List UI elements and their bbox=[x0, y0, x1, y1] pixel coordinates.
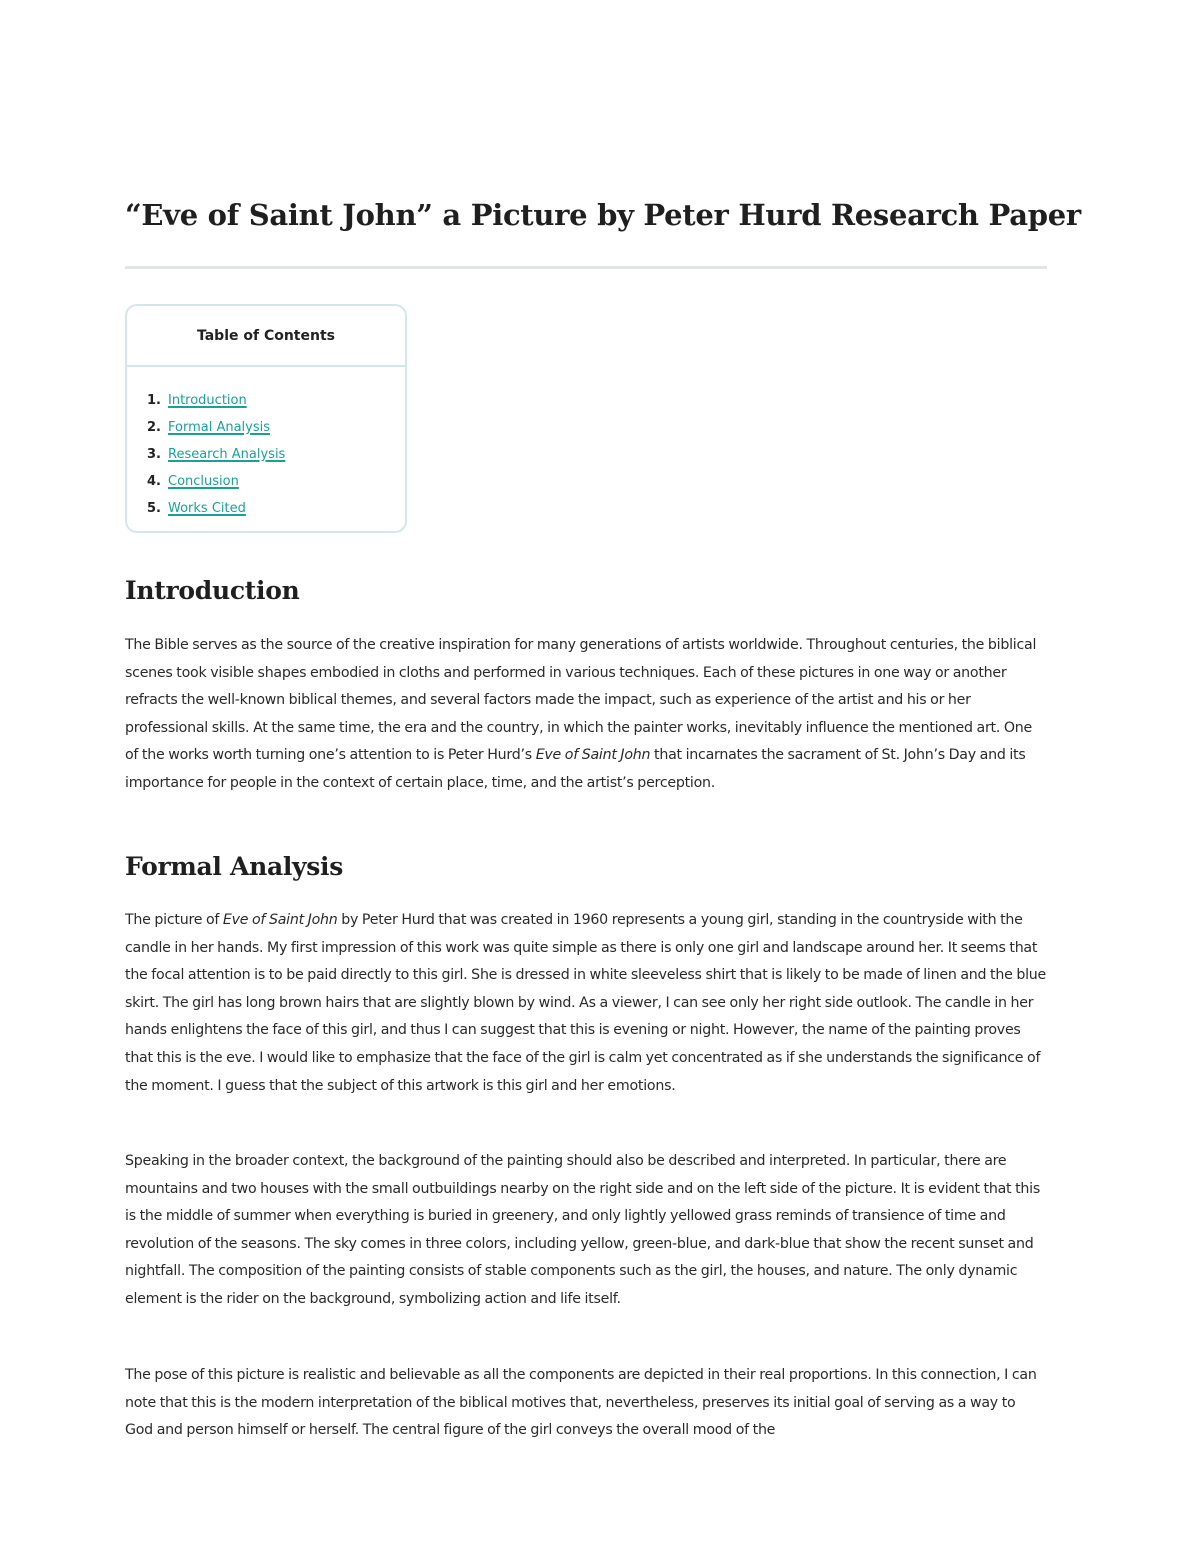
toc-item bbox=[147, 468, 405, 495]
page-title: “Eve of Saint John” a Picture by Peter Hurd Research Paper bbox=[125, 198, 1081, 232]
toc-item-number: 5. bbox=[147, 501, 161, 516]
paragraph-text: The Bible serves as the source of the creative inspiration for many generations of artists worldwide. Throughout centuries, the biblical scenes took visible shapes embodied in cloths and performed in various techniques. Each of these pictures in one way or another refracts the well-known biblical themes, and several factors made the impact, such as experience of the artist and his or her professional skills. At the same time, the era and the country, in which the painter works, inevitably influence the mentioned art. One of the works worth turning one’s attention to is Peter Hurd’s bbox=[125, 637, 1037, 764]
title-divider bbox=[125, 266, 1047, 269]
artwork-title-italic: Eve of Saint John bbox=[222, 912, 338, 928]
formal-analysis-paragraph-2: Speaking in the broader context, the background of the painting should also be described and interpreted. In particular, there are mountains and two houses with the small outbuildings nearby on the right side and on the left side of the picture. It is evident that this is the middle of summer when everything is buried in greenery, and only lightly yellowed grass reminds of transience of time and revolution of the seasons. The sky comes in three colors, including yellow, green-blue, and dark-blue that show the recent sunset and nightfall. The composition of the painting consists of stable components such as the girl, the houses, and nature. The only dynamic element is the rider on the background, symbolizing action and life itself. bbox=[125, 1153, 1041, 1307]
toc-item bbox=[147, 495, 405, 522]
table-of-contents bbox=[125, 304, 407, 533]
toc-heading: Table of Contents bbox=[127, 306, 405, 367]
toc-item-number: 2. bbox=[147, 420, 161, 435]
section-heading-introduction: Introduction bbox=[125, 576, 300, 605]
formal-analysis-paragraph-3: The pose of this picture is realistic and believable as all the components are depicted in their real proportions. In this connection, I can note that this is the modern interpretation of the biblical motives that, nevertheless, preserves its initial goal of serving as a way to God and person himself or herself. The central figure of the girl conveys the overall mood of the bbox=[125, 1367, 1037, 1439]
toc-item-number: 1. bbox=[147, 393, 161, 408]
artwork-title-italic: Eve of Saint John bbox=[535, 747, 651, 764]
toc-link-formal-analysis[interactable]: Formal Analysis bbox=[168, 420, 271, 435]
toc-item bbox=[147, 441, 405, 468]
paragraph-text: that incarnates the sacrament of St. John’s Day and its importance for people in the context of certain place, time, and the artist’s perception. bbox=[125, 747, 1026, 791]
toc-link-works-cited[interactable]: Works Cited bbox=[168, 501, 246, 516]
toc-item bbox=[147, 414, 405, 441]
toc-item bbox=[147, 387, 405, 414]
toc-link-research-analysis[interactable]: Research Analysis bbox=[168, 447, 286, 462]
toc-item-number: 4. bbox=[147, 474, 161, 489]
paragraph-text: by Peter Hurd that was created in 1960 represents a young girl, standing in the countryside with the candle in her hands. My first impression of this work was quite simple as there is only one girl and landscape around her. It seems that the focal attention is to be paid directly to this girl. She is dressed in white sleeveless shirt that is likely to be made of linen and the blue skirt. The girl has long brown hairs that are slightly blown by wind. As a viewer, I can see only her right side outlook. The candle in her hands enlightens the face of this girl, and thus I can suggest that this is evening or night. However, the name of the painting proves that this is the eve. I would like to emphasize that the face of the girl is calm yet concentrated as if she understands the significance of the moment. I guess that the subject of this artwork is this girl and her emotions. bbox=[125, 912, 1046, 1094]
introduction-paragraph bbox=[125, 632, 1047, 798]
paragraph-text: The picture of bbox=[125, 912, 223, 928]
toc-list bbox=[127, 367, 405, 522]
toc-link-introduction[interactable]: Introduction bbox=[168, 393, 247, 408]
toc-link-conclusion[interactable]: Conclusion bbox=[168, 474, 239, 489]
toc-item-number: 3. bbox=[147, 447, 161, 462]
section-heading-formal-analysis: Formal Analysis bbox=[125, 852, 344, 881]
formal-analysis-paragraph-1 bbox=[125, 907, 1047, 1100]
